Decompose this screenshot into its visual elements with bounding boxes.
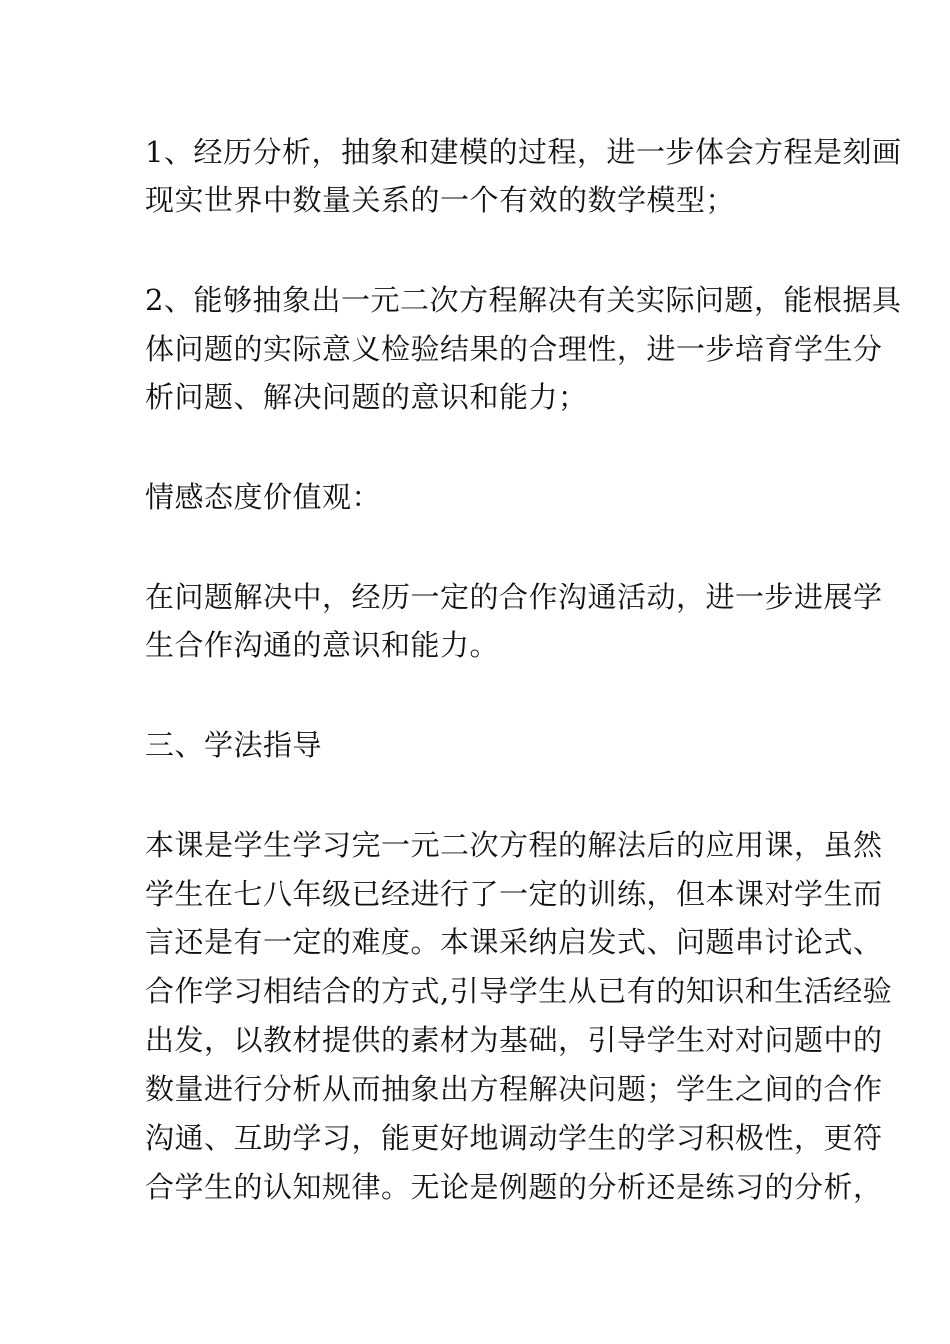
text-line: 沟通、互助学习，能更好地调动学生的学习积极性，更符 (145, 1121, 883, 1155)
text-line: 学生在七八年级已经进行了一定的训练，但本课对学生而 (145, 877, 883, 911)
text-line: 合作学习相结合的方式,引导学生从已有的知识和生活经验 (145, 974, 893, 1008)
text-line: 在问题解决中，经历一定的合作沟通活动，进一步进展学 (145, 580, 883, 614)
text-line: 析问题、解决问题的意识和能力； (145, 380, 588, 414)
text-line: 数量进行分析从而抽象出方程解决问题；学生之间的合作 (145, 1072, 883, 1106)
text-line: 体问题的实际意义检验结果的合理性，进一步培育学生分 (145, 332, 883, 366)
text-line: 本课是学生学习完一元二次方程的解法后的应用课，虽然 (145, 828, 883, 862)
text-line: 现实世界中数量关系的一个有效的数学模型； (145, 183, 736, 217)
text-line: 2、能够抽象出一元二次方程解决有关实际问题，能根据具 (145, 283, 902, 317)
section-heading: 情感态度价值观： (145, 480, 382, 514)
section-heading: 三、学法指导 (145, 728, 323, 762)
text-line: 1、经历分析，抽象和建模的过程，进一步体会方程是刻画 (145, 135, 902, 169)
text-line: 合学生的认知规律。无论是例题的分析还是练习的分析， (145, 1170, 883, 1204)
text-line: 言还是有一定的难度。本课采纳启发式、问题串讨论式、 (145, 925, 883, 959)
text-line: 出发，以教材提供的素材为基础，引导学生对对问题中的 (145, 1023, 883, 1057)
text-line: 生合作沟通的意识和能力。 (145, 628, 500, 662)
